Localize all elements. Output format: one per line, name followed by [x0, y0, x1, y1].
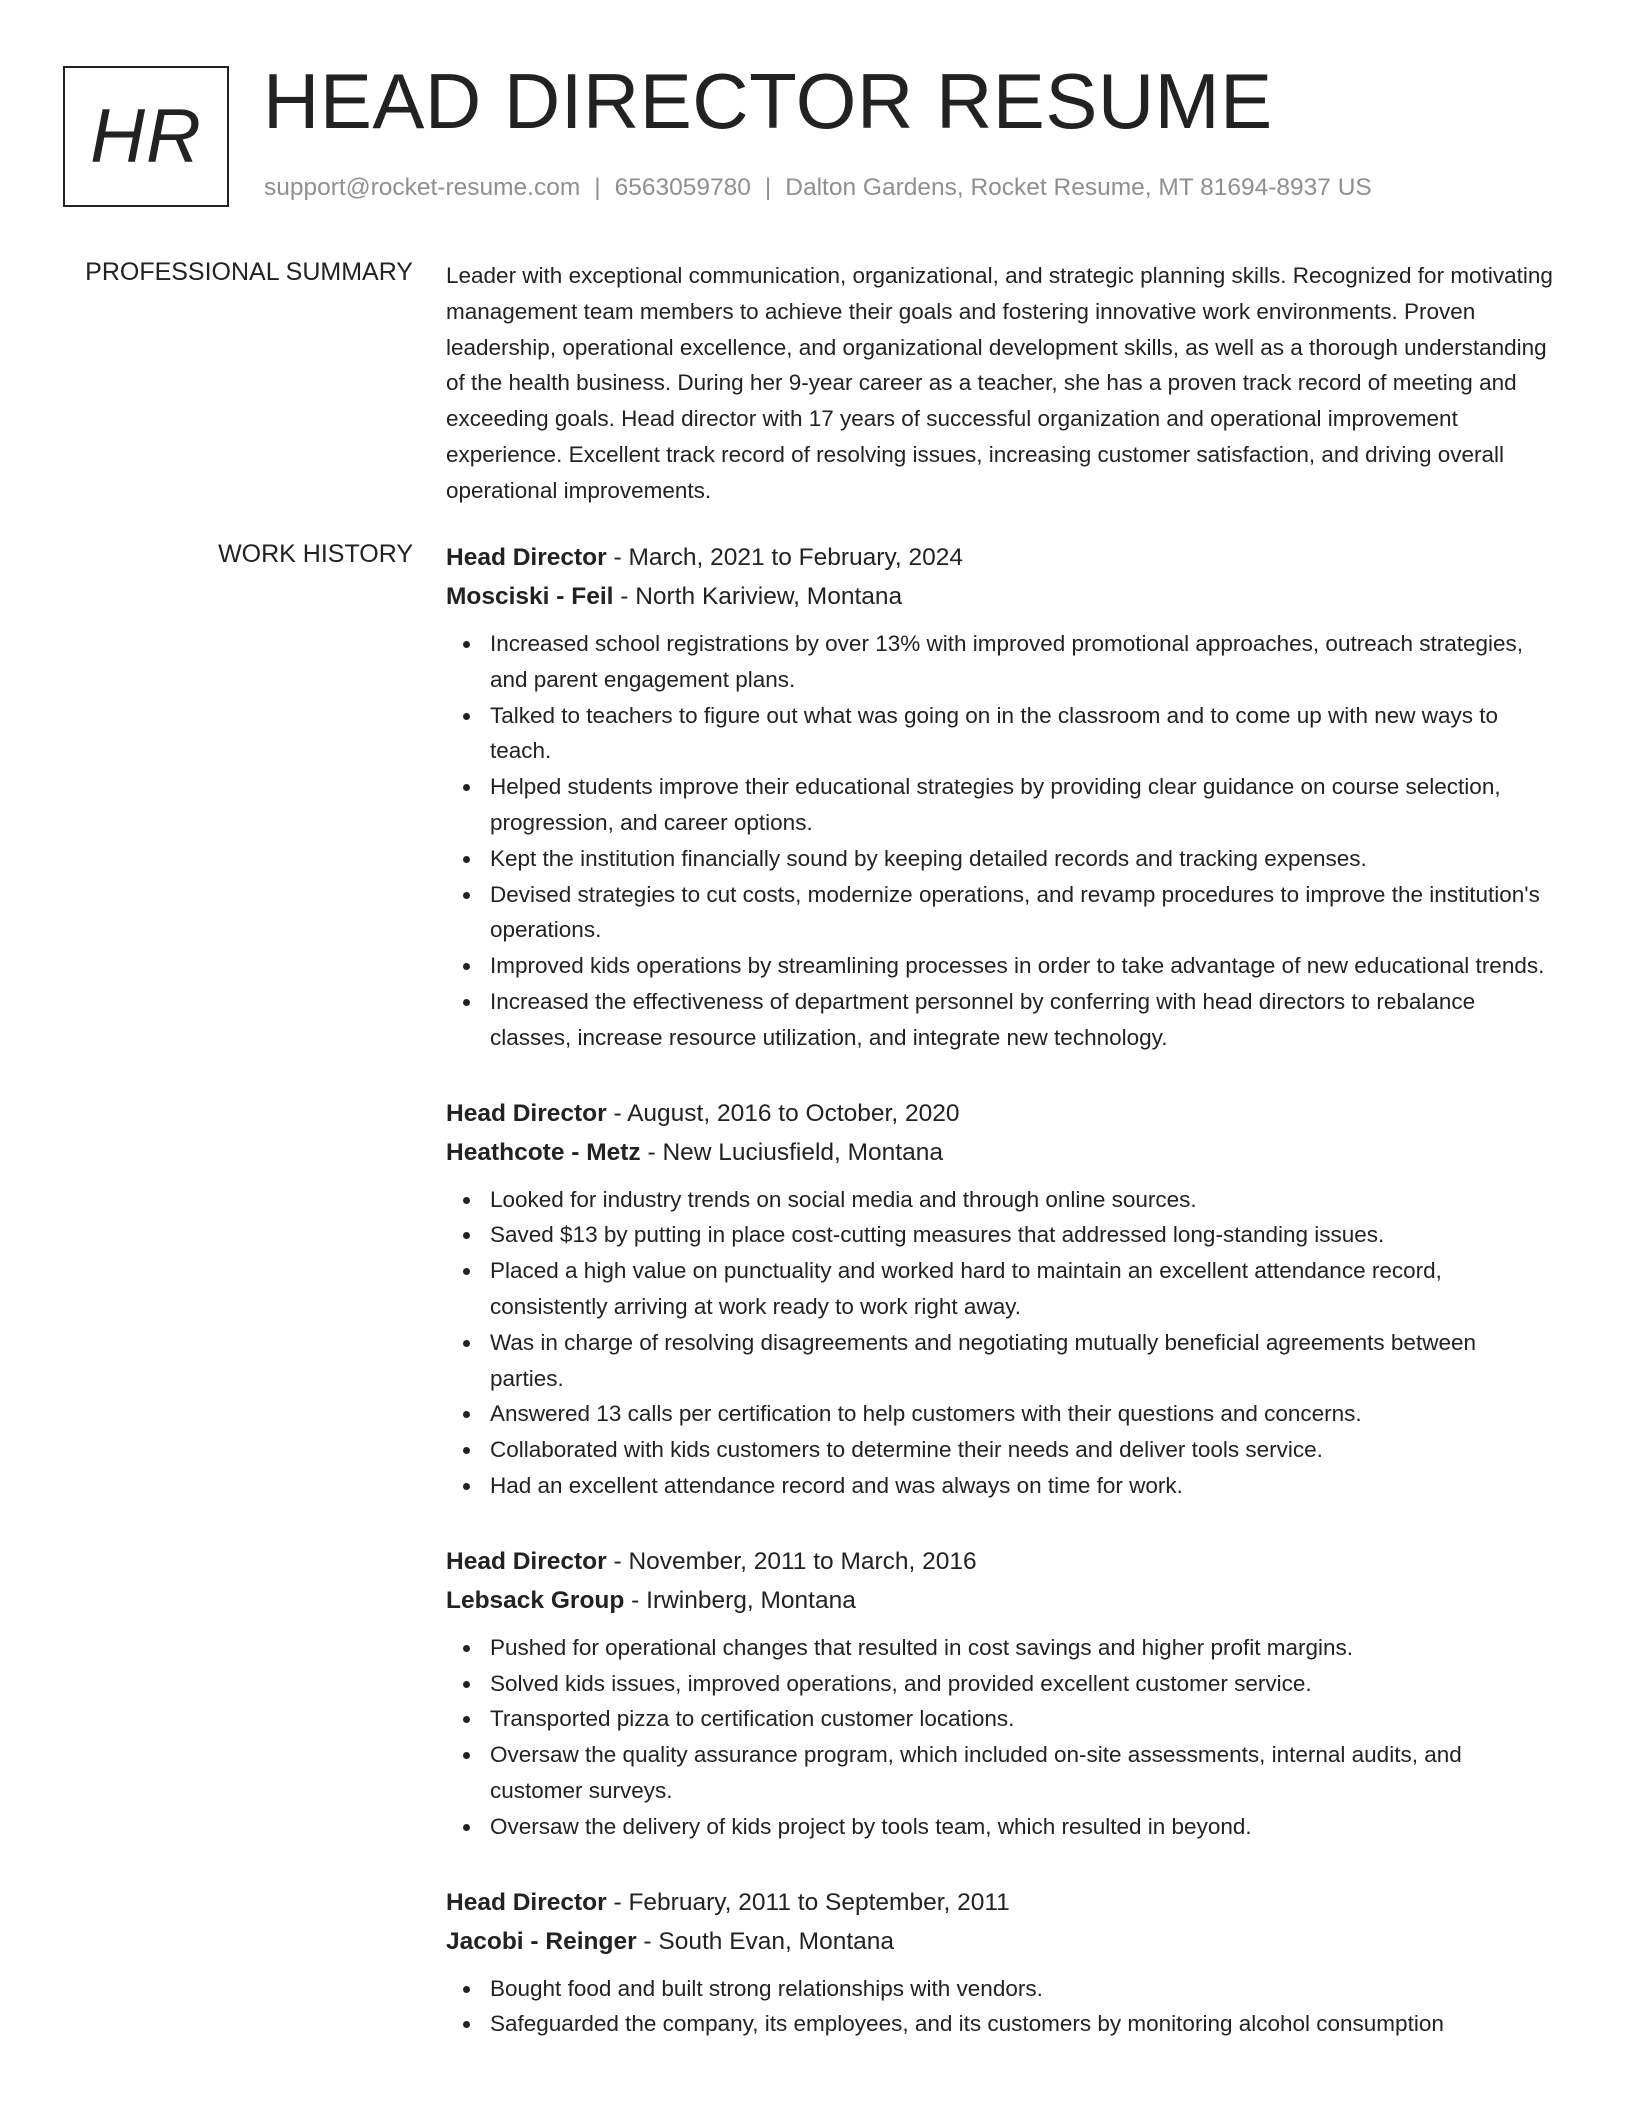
- job-location: - Irwinberg, Montana: [624, 1586, 856, 1614]
- bullet-item: Bought food and built strong relationships with vendors.: [490, 1971, 1556, 2007]
- job-company-line: [446, 577, 1556, 616]
- job-entry: [446, 1883, 1556, 2043]
- contact-address: Dalton Gardens, Rocket Resume, MT 81694-8937 US: [785, 174, 1372, 201]
- bullet-item: Looked for industry trends on social media and through online sources.: [490, 1182, 1556, 1218]
- bullet-item: Oversaw the quality assurance program, which included on-site assessments, internal audits, and customer surveys.: [490, 1737, 1556, 1809]
- job-title: Head Director: [446, 544, 607, 571]
- bullet-item: Collaborated with kids customers to determine their needs and deliver tools service.: [490, 1432, 1556, 1468]
- job-company: Heathcote - Metz: [446, 1138, 641, 1166]
- job-company-line: [446, 1581, 1556, 1620]
- bullet-item: Talked to teachers to figure out what was going on in the classroom and to come up with new ways to teach.: [490, 698, 1556, 770]
- job-title-line: [446, 1883, 1556, 1922]
- job-entry: [446, 538, 1556, 1056]
- job-title-line: [446, 538, 1556, 577]
- job-entry: [446, 1094, 1556, 1504]
- bullet-item: Was in charge of resolving disagreements and negotiating mutually beneficial agreements between parties.: [490, 1325, 1556, 1397]
- bullet-item: Oversaw the delivery of kids project by tools team, which resulted in beyond.: [490, 1809, 1556, 1845]
- job-dates: - August, 2016 to October, 2020: [606, 1099, 960, 1127]
- contact-separator: |: [764, 174, 772, 201]
- bullet-item: Increased the effectiveness of department personnel by conferring with head directors to rebalance classes, increase resource utilization, and integrate new technology.: [490, 984, 1556, 1056]
- bullet-item: Solved kids issues, improved operations, and provided excellent customer service.: [490, 1666, 1556, 1702]
- job-title-line: [446, 1094, 1556, 1133]
- job-bullets: [446, 626, 1556, 1056]
- bullet-item: Safeguarded the company, its employees, and its customers by monitoring alcohol consumption: [490, 2006, 1556, 2042]
- bullet-item: Increased school registrations by over 13% with improved promotional approaches, outreach strategies, and parent engagement plans.: [490, 626, 1556, 698]
- job-company: Mosciski - Feil: [446, 583, 614, 610]
- work-history-heading: WORK HISTORY: [218, 540, 413, 568]
- job-dates: - February, 2011 to September, 2011: [606, 1888, 1010, 1916]
- bullet-item: Transported pizza to certification customer locations.: [490, 1701, 1556, 1737]
- job-title-line: [446, 1542, 1556, 1581]
- bullet-item: Placed a high value on punctuality and worked hard to maintain an excellent attendance record, consistently arriving at work ready to work right away.: [490, 1253, 1556, 1325]
- page-title: HEAD DIRECTOR RESUME: [263, 57, 1273, 145]
- job-location: - South Evan, Montana: [636, 1927, 895, 1955]
- work-history-body: [446, 538, 1556, 2080]
- monogram-logo: HR: [63, 66, 229, 207]
- job-dates: - November, 2011 to March, 2016: [606, 1547, 977, 1575]
- job-location: - North Kariview, Montana: [613, 583, 903, 610]
- job-bullets: [446, 1971, 1556, 2043]
- bullet-item: Answered 13 calls per certification to help customers with their questions and concerns.: [490, 1396, 1556, 1432]
- job-title: Head Director: [446, 1547, 607, 1575]
- bullet-item: Pushed for operational changes that resulted in cost savings and higher profit margins.: [490, 1630, 1556, 1666]
- job-dates: - March, 2021 to February, 2024: [606, 544, 964, 571]
- summary-heading: PROFESSIONAL SUMMARY: [85, 258, 413, 286]
- bullet-item: Devised strategies to cut costs, modernize operations, and revamp procedures to improve the institution's operations.: [490, 877, 1556, 949]
- job-bullets: [446, 1182, 1556, 1504]
- job-location: - New Luciusfield, Montana: [640, 1138, 943, 1166]
- bullet-item: Saved $13 by putting in place cost-cutting measures that addressed long-standing issues.: [490, 1217, 1556, 1253]
- contact-email[interactable]: support@rocket-resume.com: [264, 174, 581, 201]
- contact-separator: |: [594, 174, 601, 201]
- job-company-line: [446, 1133, 1556, 1172]
- bullet-item: Helped students improve their educational strategies by providing clear guidance on course selection, progression, and career options.: [490, 769, 1556, 841]
- job-company-line: [446, 1922, 1556, 1961]
- bullet-item: Kept the institution financially sound by keeping detailed records and tracking expenses.: [490, 841, 1556, 877]
- job-title: Head Director: [446, 1888, 607, 1916]
- job-company: Lebsack Group: [446, 1586, 625, 1614]
- summary-text: Leader with exceptional communication, organizational, and strategic planning skills. Recognized for motivating management team members to achieve their goals and fostering innovative work environments. Proven leadership, operational excellence, and organizational development skills, as well as a thorough understanding of the health business. During her 9-year career as a teacher, she has a proven track record of meeting and exceeding goals. Head director with 17 years of successful organization and operational improvement experience. Excellent track record of resolving issues, increasing customer satisfaction, and driving overall operational improvements.: [446, 263, 1553, 503]
- bullet-item: Improved kids operations by streamlining processes in order to take advantage of new educational trends.: [490, 948, 1556, 984]
- contact-line: [264, 174, 1372, 202]
- job-title: Head Director: [446, 1099, 607, 1127]
- job-bullets: [446, 1630, 1556, 1845]
- job-company: Jacobi - Reinger: [446, 1927, 637, 1955]
- summary-body: [446, 258, 1556, 509]
- contact-phone[interactable]: 6563059780: [614, 174, 751, 201]
- job-entry: [446, 1542, 1556, 1845]
- bullet-item: Had an excellent attendance record and was always on time for work.: [490, 1468, 1556, 1504]
